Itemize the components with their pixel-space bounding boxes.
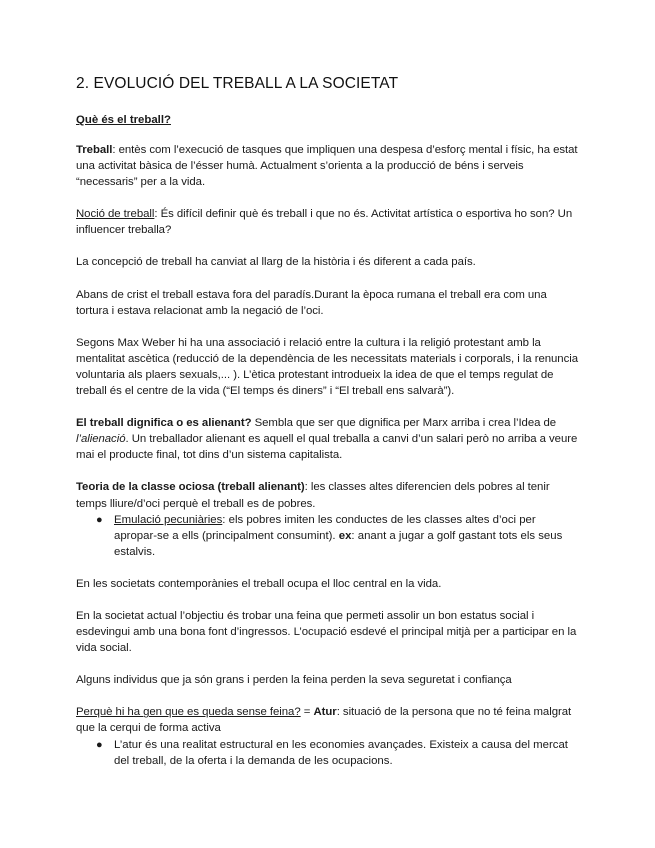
term-treball: Treball: [76, 144, 113, 156]
question-heading: Què és el treball?: [76, 114, 171, 126]
bullet-list-ociosa: [76, 512, 581, 560]
list-item: ● L’atur és una realitat estructural en les economies avançades. Existeix a causa del mercat del treball, de la oferta i la demanda de les ocupacions.: [96, 738, 568, 767]
term-nocio: Noció de treball: [76, 208, 155, 221]
term-atur: Atur: [313, 706, 337, 719]
term-classe-ociosa: Teoria de la classe ociosa (treball alienant): [76, 481, 305, 494]
paragraph-concepcio: La concepció de treball ha canviat al llarg de la història i és diferent a cada país.: [76, 256, 476, 269]
paragraph-weber: Segons Max Weber hi ha una associació i relació entre la cultura i la religió protestant amb la mentalitat ascètica (reducció de la dependència de les necessitats materials i corporals, i la renuncia voluntaria als plaers sexuals,... ). L’ètica protestant introdueix la idea de que el temps regulat de treball és el centre de la vida (“El temps és diners” i “El treball ens salvarà”).: [76, 336, 579, 398]
term-emulacio: Emulació pecuniàries: [114, 513, 223, 526]
paragraph-atur: Perquè hi ha gen que es queda sense feina? = Atur: situació de la persona que no té feina malgrat que la cerqui de forma activa: [76, 706, 572, 735]
bullet-icon: ●: [96, 738, 103, 751]
paragraph-contemporanies: En les societats contemporànies el treball ocupa el lloc central en la vida.: [76, 577, 442, 590]
term-dignifica: El treball dignifica o es alienant?: [76, 417, 252, 430]
paragraph-abans-crist: Abans de crist el treball estava fora del paradís.Durant la època rumana el treball era com una tortura i estava relacionat amb la negació de l’oci.: [76, 288, 547, 317]
paragraph-societat-actual: En la societat actual l’objectiu és trobar una feina que permeti assolir un bon estatus social i esdevingui amb una bona font d’ingressos. L’ocupació esdevé el principal mitjà per a participar en la vida social.: [76, 609, 577, 655]
bullet-icon: ●: [96, 513, 103, 526]
question-atur: Perquè hi ha gen que es queda sense feina?: [76, 706, 301, 719]
section-heading: 2. EVOLUCIÓ DEL TREBALL A LA SOCIETAT: [76, 75, 399, 92]
bullet-list-atur: [76, 737, 581, 769]
paragraph-alienant: El treball dignifica o es alienant? Sembla que ser que dignifica per Marx arriba i crea l’Idea de l’alienació. Un treballador alienant es aquell el qual treballa a canvi d’un salari però no arriba a veure mai el producte final, tot dins d’un sistema capitalista.: [76, 417, 578, 462]
list-item: ● Emulació pecuniàries: els pobres imiten les conductes de les classes altes d’oci per apropar-se a ells (principalment consumint). ex: anant a jugar a golf gastant tots els seus estalvis.: [96, 513, 563, 558]
term-ex: ex: [338, 529, 352, 542]
document-body: [76, 74, 581, 769]
paragraph-nocio: Noció de treball: És difícil definir què és treball i que no és. Activitat artística o esportiva ho son? Un influencer treballa?: [76, 208, 573, 237]
paragraph-treball: Treball: entès com l’execució de tasques que impliquen una despesa d’esforç mental i físic, ha estat una activitat bàsica de l’ésser humà. Actualment s’orienta a la producció de béns i serveis “necessaris” per a la vida.: [76, 144, 578, 189]
paragraph-classe-ociosa: Teoria de la classe ociosa (treball alienant): les classes altes diferencien dels pobres al tenir temps lliure/d’oci perquè el treball es de pobres.: [76, 481, 550, 510]
term-alienacio: l’alienació: [76, 433, 126, 446]
paragraph-individus: Alguns individus que ja són grans i perden la feina perden la seva seguretat i confiança: [76, 674, 512, 687]
